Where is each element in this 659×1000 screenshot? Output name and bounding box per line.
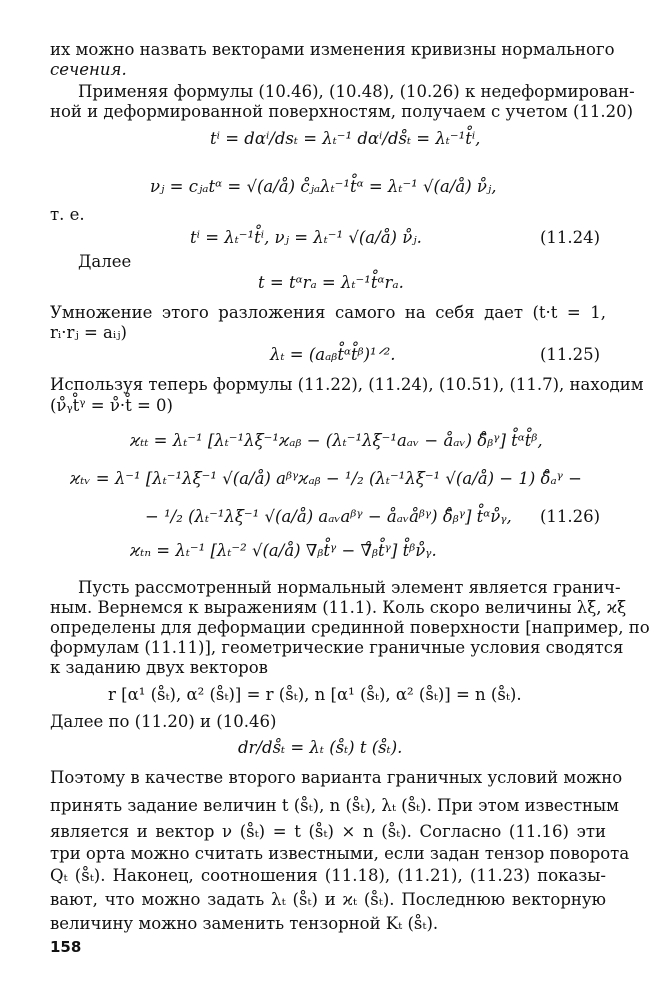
text-line-20: три орта можно считать известными, если задан тензор поворота <box>50 844 630 863</box>
text-line-10: (ν̊ᵧt̊ᵞ = ν̊·t̊ = 0) <box>50 396 173 415</box>
text-line-21: Qₜ (s̊ₜ). Наконец, соотношения (11.18), (11.21), (11.23) показы- <box>50 866 606 885</box>
equation-8: − ¹/₂ (λₜ⁻¹λξ⁻¹ √(a/å) aₐᵥaᵝᵞ − åₐᵥåᵝᵞ) δ̊ᵦᵞ] t̊ᵅν̊ᵧ, <box>145 507 512 526</box>
text-line-22: вают, что можно задать λₜ (s̊ₜ) и ϰₜ (s̊ₜ). Последнюю векторную <box>50 890 606 909</box>
text-line-2: сечения. <box>50 60 127 79</box>
text-line-15: к заданию двух векторов <box>50 658 268 677</box>
equation-9: ϰₜₙ = λₜ⁻¹ [λₜ⁻² √(a/å) ∇ᵦt̊ᵞ − ∇̊ᵦt̊ᵞ] t̊ᵝν̊ᵧ. <box>130 541 437 560</box>
text-line-6: Далее <box>78 252 132 271</box>
text-line-5: т. е. <box>50 205 85 224</box>
text-line-12: ным. Вернемся к выражениям (11.1). Коль скоро величины λξ, ϰξ <box>50 598 627 617</box>
equation-2: νⱼ = cⱼₐtᵅ = √(a/å) c̊ⱼₐλₜ⁻¹t̊ᵅ = λₜ⁻¹ √(a/å) ν̊ⱼ, <box>150 177 497 196</box>
equation-3: tⁱ = λₜ⁻¹t̊ⁱ, νⱼ = λₜ⁻¹ √(a/å) ν̊ⱼ. <box>190 228 422 247</box>
text-line-3: Применяя формулы (10.46), (10.48), (10.26) к недеформирован- <box>78 82 635 101</box>
equation-6: ϰₜₜ = λₜ⁻¹ [λₜ⁻¹λξ⁻¹ϰₐᵦ − (λₜ⁻¹λξ⁻¹aₐᵥ − åₐᵥ) δ̊ᵦᵞ] t̊ᵅt̊ᵝ, <box>130 431 543 450</box>
equation-1: tⁱ = dαⁱ/dsₜ = λₜ⁻¹ dαⁱ/ds̊ₜ = λₜ⁻¹t̊ⁱ, <box>210 129 481 148</box>
equation-number-11-25: (11.25) <box>540 345 601 364</box>
text-line-14: формулам (11.11)], геометрические граничные условия сводятся <box>50 638 624 657</box>
text-line-8: rᵢ·rⱼ = aᵢⱼ) <box>50 323 127 342</box>
equation-4: t = tᵅrₐ = λₜ⁻¹t̊ᵅrₐ. <box>258 273 404 292</box>
text-line-1-content: их можно назвать векторами изменения кривизны нормального <box>50 40 615 59</box>
equation-7: ϰₜᵥ = λ⁻¹ [λₜ⁻¹λξ⁻¹ √(a/å) aᵝᵞϰₐᵦ − ¹/₂ (λₜ⁻¹λξ⁻¹ √(a/å) − 1) δ̊ₐᵞ − <box>70 469 582 488</box>
equation-11: dr/ds̊ₜ = λₜ (s̊ₜ) t (s̊ₜ). <box>238 738 403 757</box>
text-line-18: принять задание величин t (s̊ₜ), n (s̊ₜ), λₜ (s̊ₜ). При этом известным <box>50 796 620 815</box>
text-line-4: ной и деформированной поверхностям, получаем с учетом (11.20) <box>50 102 634 121</box>
page-number: 158 <box>50 938 82 956</box>
equation-number-11-26: (11.26) <box>540 507 601 526</box>
equation-10: r [α¹ (s̊ₜ), α² (s̊ₜ)] = r (s̊ₜ), n [α¹ (s̊ₜ), α² (s̊ₜ)] = n (s̊ₜ). <box>108 685 522 704</box>
text-line-7: Умножение этого разложения самого на себя дает (t·t = 1, <box>50 303 606 322</box>
equation-number-11-24: (11.24) <box>540 228 601 247</box>
text-line-23: величину можно заменить тензорной Kₜ (s̊ₜ). <box>50 914 439 933</box>
text-line-17: Поэтому в качестве второго варианта граничных условий можно <box>50 768 623 787</box>
text-line-1 <box>50 40 615 60</box>
text-line-11: Пусть рассмотренный нормальный элемент является гранич- <box>78 578 621 597</box>
equation-5: λₜ = (aₐᵦt̊ᵅt̊ᵝ)¹ᐟ². <box>270 345 396 364</box>
text-line-19: является и вектор ν (s̊ₜ) = t (s̊ₜ) × n (s̊ₜ). Согласно (11.16) эти <box>50 822 606 841</box>
text-line-13: определены для деформации срединной поверхности [например, по <box>50 618 650 637</box>
text-line-16: Далее по (11.20) и (10.46) <box>50 712 277 731</box>
text-line-9: Используя теперь формулы (11.22), (11.24), (10.51), (11.7), находим <box>50 375 644 394</box>
